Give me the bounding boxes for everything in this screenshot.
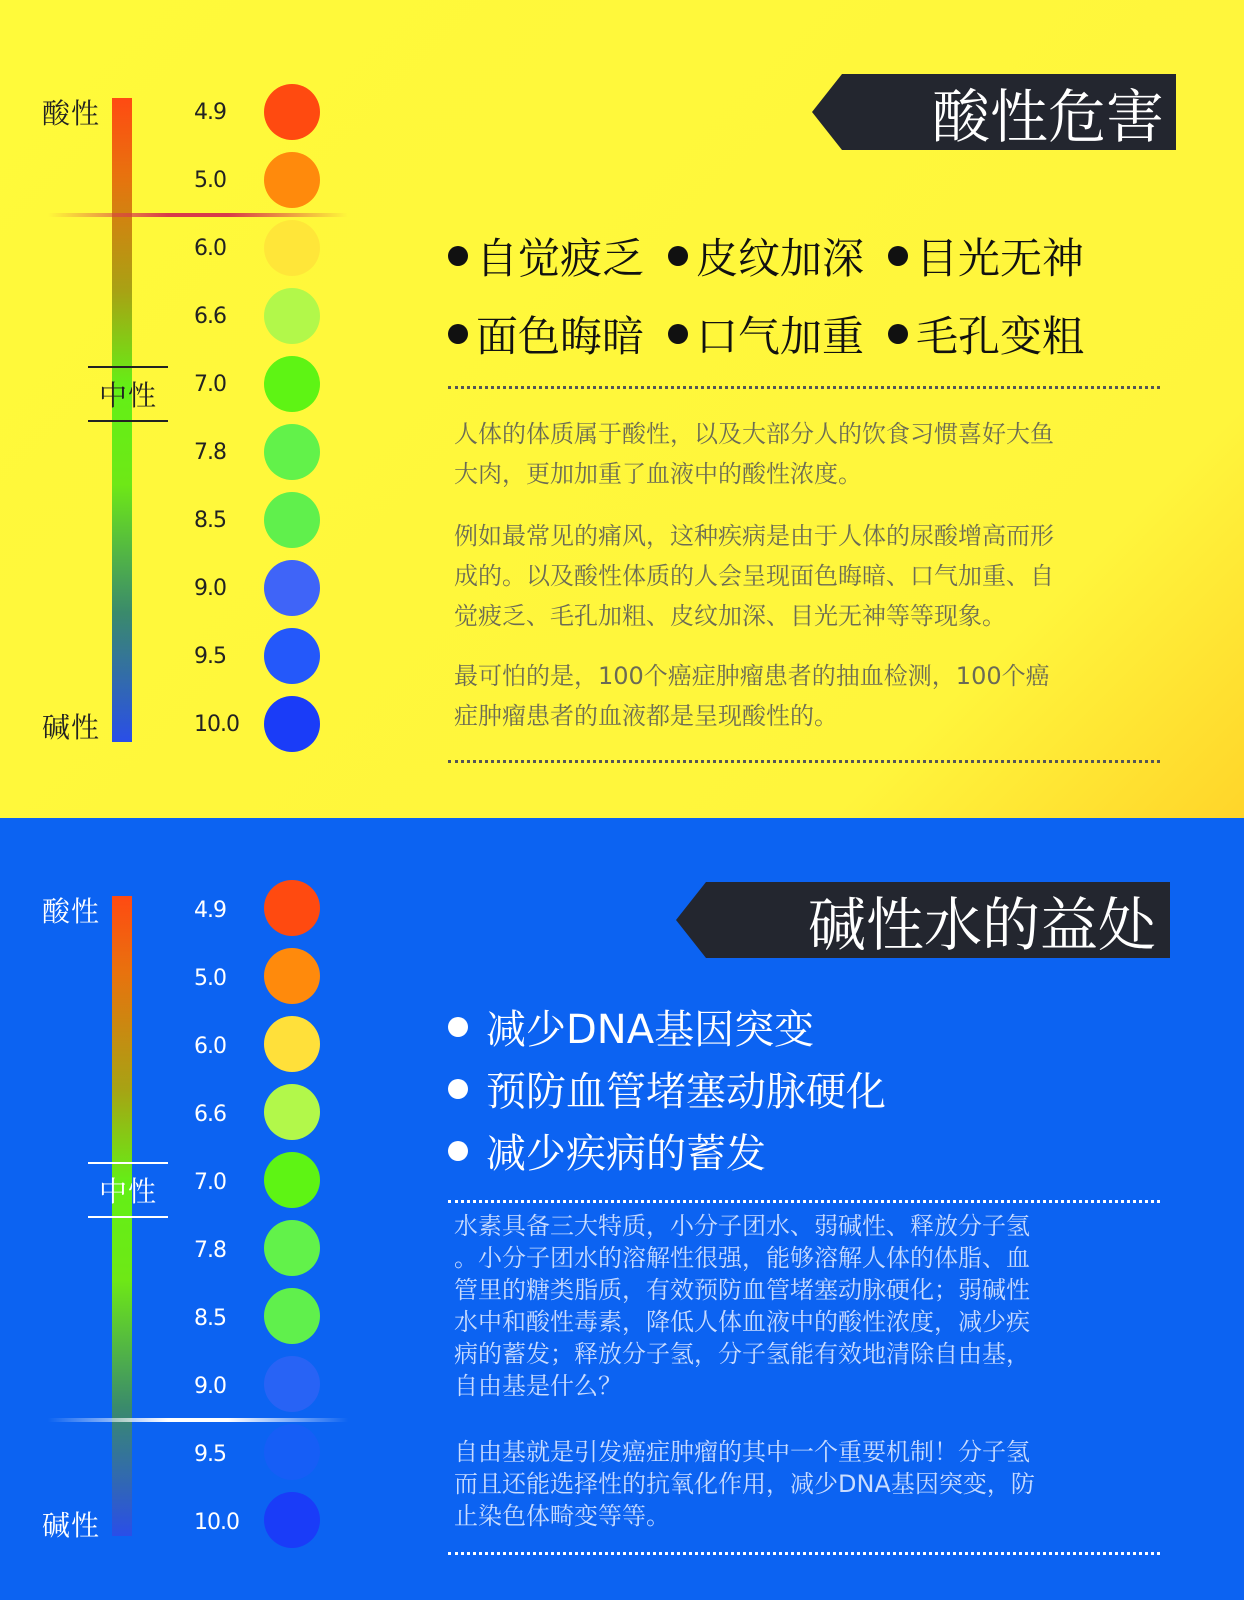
paragraph-line: 最可怕的是，100个癌症肿瘤患者的抽血检测，100个癌 (454, 662, 1050, 690)
bullet-text: 毛孔变粗 (916, 312, 1085, 361)
alkaline-threshold-marker (48, 1418, 348, 1422)
bullet-dot-icon (448, 1141, 468, 1161)
ph-color-dot (264, 424, 320, 480)
divider (448, 1552, 1160, 1555)
acid-threshold-marker (48, 213, 348, 217)
ph-scale (0, 0, 360, 818)
paragraph-line: 水素具备三大特质，小分子团水、弱碱性、释放分子氢 (454, 1212, 1030, 1240)
paragraph-line: 大肉，更加加重了血液中的酸性浓度。 (454, 460, 862, 488)
paragraph (454, 1210, 1174, 1402)
divider (448, 1200, 1160, 1203)
paragraph-line: 而且还能选择性的抗氧化作用，减少DNA基因突变，防 (454, 1470, 1035, 1498)
ph-color-dot (264, 560, 320, 616)
bullet-item (668, 304, 864, 364)
ph-color-dot (264, 948, 320, 1004)
ph-color-dot (264, 628, 320, 684)
ph-color-dot (264, 1288, 320, 1344)
bullet-dot-icon (448, 324, 468, 344)
bullet-text: 面色晦暗 (476, 312, 645, 361)
bullet-text: 自觉疲乏 (476, 234, 645, 283)
paragraph (454, 1436, 1174, 1532)
paragraph (454, 414, 1174, 494)
bullet-row (448, 998, 814, 1055)
ph-value: 10.0 (194, 712, 239, 737)
ph-color-dot (264, 152, 320, 208)
ph-value: 9.0 (194, 576, 226, 601)
ph-color-dot (264, 492, 320, 548)
ph-value: 10.0 (194, 1510, 239, 1535)
paragraph-line: 自由基就是引发癌症肿瘤的其中一个重要机制！分子氢 (454, 1438, 1030, 1466)
alkaline-benefit-title: 碱性水的益处 (706, 882, 1170, 958)
bullet-dot-icon (668, 246, 688, 266)
paragraph-line: 病的蓄发；释放分子氢，分子氢能有效地清除自由基， (454, 1340, 1030, 1368)
ph-color-dot (264, 220, 320, 276)
bullet-dot-icon (448, 1017, 468, 1037)
ph-value: 7.8 (194, 1238, 226, 1263)
bullet-item (888, 304, 1084, 364)
divider (448, 760, 1160, 763)
bullet-text: 皮纹加深 (696, 234, 865, 283)
paragraph-line: 水中和酸性毒素，降低人体血液中的酸性浓度，减少疾 (454, 1308, 1030, 1336)
bullet-item (448, 1122, 766, 1179)
ph-value: 5.0 (194, 168, 226, 193)
ph-color-dot (264, 880, 320, 936)
paragraph-line: 管里的糖类脂质，有效预防血管堵塞动脉硬化；弱碱性 (454, 1276, 1030, 1304)
ph-color-dot (264, 1356, 320, 1412)
ph-value: 8.5 (194, 1306, 226, 1331)
bullet-item (668, 226, 864, 286)
neutral-label: 中性 (88, 1162, 168, 1218)
bullet-dot-icon (448, 246, 468, 266)
bullet-item (448, 226, 644, 286)
ph-color-dot (264, 356, 320, 412)
alkaline-label: 碱性 (42, 711, 101, 744)
ph-value: 6.0 (194, 236, 226, 261)
ph-value: 4.9 (194, 898, 226, 923)
bullet-row (448, 1060, 886, 1117)
ph-color-dot (264, 1152, 320, 1208)
bullet-text: 口气加重 (696, 312, 865, 361)
paragraph-line: 例如最常见的痛风，这种疾病是由于人体的尿酸增高而形 (454, 522, 1054, 550)
ph-value: 7.0 (194, 372, 226, 397)
bullet-item (888, 226, 1084, 286)
acid-label: 酸性 (42, 97, 101, 130)
bullet-dot-icon (448, 1079, 468, 1099)
ph-color-dot (264, 1084, 320, 1140)
ph-color-dot (264, 1424, 320, 1480)
paragraph-line: 自由基是什么？ (454, 1372, 622, 1400)
ph-color-dot (264, 1016, 320, 1072)
bullet-item (448, 304, 644, 364)
ph-color-dot (264, 84, 320, 140)
ph-value: 7.0 (194, 1170, 226, 1195)
ph-value: 9.0 (194, 1374, 226, 1399)
paragraph (454, 516, 1174, 636)
ph-value: 4.9 (194, 100, 226, 125)
bullet-dot-icon (888, 246, 908, 266)
ph-value: 6.6 (194, 304, 226, 329)
bullet-dot-icon (888, 324, 908, 344)
ph-scale (0, 818, 360, 1600)
ph-color-dot (264, 1492, 320, 1548)
alkaline-benefit-panel (0, 818, 1244, 1600)
acid-harm-title: 酸性危害 (842, 74, 1176, 150)
ph-value: 6.6 (194, 1102, 226, 1127)
bullet-text: 目光无神 (916, 234, 1085, 283)
divider (448, 386, 1160, 389)
bullet-row (448, 1122, 766, 1179)
paragraph-line: 觉疲乏、毛孔加粗、皮纹加深、目光无神等等现象。 (454, 602, 1006, 630)
bullet-text: 减少疾病的蓄发 (486, 1131, 766, 1177)
paragraph-line: 止染色体畸变等等。 (454, 1502, 670, 1530)
bullet-text: 减少DNA基因突变 (486, 1007, 815, 1053)
bullet-dot-icon (668, 324, 688, 344)
paragraph-line: 成的。以及酸性体质的人会呈现面色晦暗、口气加重、自 (454, 562, 1054, 590)
bullet-item (448, 1060, 886, 1117)
bullet-row (448, 226, 1084, 286)
alkaline-label: 碱性 (42, 1509, 101, 1542)
bullet-text: 预防血管堵塞动脉硬化 (486, 1069, 886, 1115)
acid-label: 酸性 (42, 895, 101, 928)
ph-color-dot (264, 1220, 320, 1276)
ph-value: 9.5 (194, 644, 226, 669)
ph-value: 6.0 (194, 1034, 226, 1059)
neutral-label: 中性 (88, 366, 168, 422)
ph-value: 7.8 (194, 440, 226, 465)
ph-value: 5.0 (194, 966, 226, 991)
paragraph-line: 。小分子团水的溶解性很强，能够溶解人体的体脂、血 (454, 1244, 1030, 1272)
paragraph-line: 人体的体质属于酸性，以及大部分人的饮食习惯喜好大鱼 (454, 420, 1054, 448)
bullet-item (448, 998, 814, 1055)
paragraph (454, 656, 1174, 736)
ph-value: 8.5 (194, 508, 226, 533)
paragraph-line: 症肿瘤患者的血液都是呈现酸性的。 (454, 702, 838, 730)
bullet-row (448, 304, 1084, 364)
ph-color-dot (264, 288, 320, 344)
ph-color-dot (264, 696, 320, 752)
ph-value: 9.5 (194, 1442, 226, 1467)
